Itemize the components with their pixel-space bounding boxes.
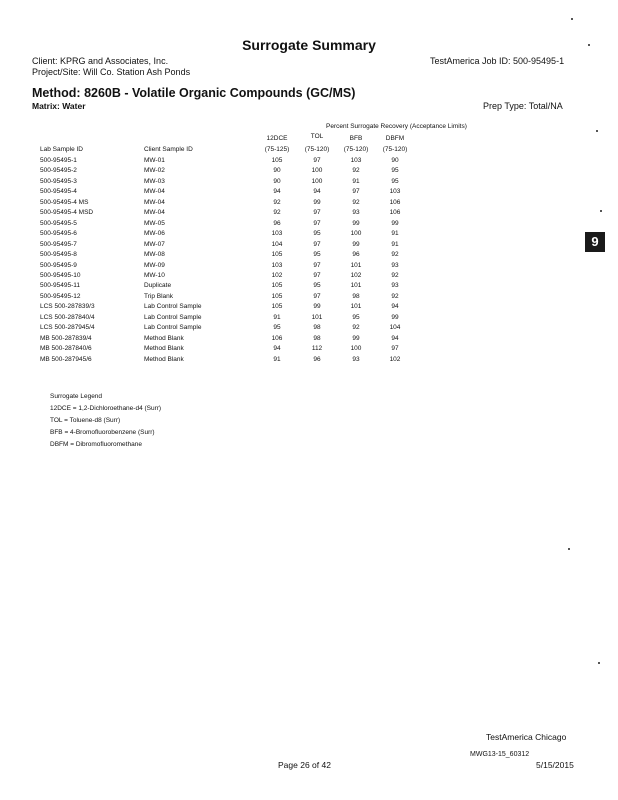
cell-bfb: 100 [350,345,362,353]
scan-speck [600,210,602,212]
cell-bfb: 99 [352,219,360,227]
scan-speck [598,662,600,664]
cell-dbfm: 92 [391,292,399,300]
job-id: TestAmerica Job ID: 500-95495-1 [430,56,565,66]
cell-dbfm: 106 [389,209,401,217]
cell-12dce: 105 [271,251,283,259]
cell-lab-sample-id: 500-95495-4 MSD [40,209,94,217]
cell-12dce: 91 [273,313,281,321]
cell-12dce: 105 [271,157,283,164]
cell-lab-sample-id: LCS 500-287839/3 [40,303,95,311]
cell-client-sample-id: Method Blank [144,334,184,342]
cell-lab-sample-id: 500-95495-8 [40,251,77,259]
cell-client-sample-id: MW-09 [144,261,165,269]
cell-12dce: 95 [273,324,281,332]
cell-client-sample-id: MW-04 [144,188,165,196]
cell-dbfm: 91 [391,240,399,248]
cell-bfb: 92 [352,324,360,332]
cell-tol: 95 [313,282,321,290]
cell-lab-sample-id: 500-95495-9 [40,261,77,269]
cell-tol: 100 [311,177,323,185]
column-header-lab-id: Lab Sample ID [40,146,83,153]
cell-bfb: 95 [352,313,360,321]
legend-item: TOL = Toluene-d8 (Surr) [50,417,121,424]
limits-dbfm: (75-120) [382,146,408,153]
cell-client-sample-id: MW-03 [144,177,165,185]
cell-client-sample-id: Method Blank [144,345,184,353]
cell-bfb: 101 [350,261,362,269]
cell-lab-sample-id: 500-95495-4 [40,188,77,196]
cell-12dce: 106 [271,334,283,342]
cell-dbfm: 92 [391,271,399,279]
cell-lab-sample-id: 500-95495-3 [40,177,77,185]
cell-12dce: 96 [273,219,281,227]
cell-12dce: 90 [273,177,281,185]
footer-doc-code: MWG13-15_60312 [470,751,530,758]
cell-bfb: 92 [352,198,360,206]
cell-bfb: 99 [352,334,360,342]
cell-client-sample-id: MW-02 [144,167,165,175]
limits-12dce: (75-125) [264,146,290,153]
cell-client-sample-id: Lab Control Sample [144,313,202,321]
cell-tol: 97 [313,209,321,217]
legend-item: 12DCE = 1,2-Dichloroethane-d4 (Surr) [50,405,162,412]
cell-lab-sample-id: 500-95495-6 [40,230,77,238]
cell-client-sample-id: Lab Control Sample [144,303,202,311]
footer-date: 5/15/2015 [536,760,574,770]
cell-dbfm: 95 [391,167,399,175]
cell-tol: 97 [313,292,321,300]
cell-tol: 112 [311,345,323,353]
cell-tol: 99 [313,303,321,311]
cell-tol: 101 [311,313,323,321]
cell-lab-sample-id: 500-95495-2 [40,167,77,175]
footer-page-number: Page 26 of 42 [278,760,331,770]
cell-12dce: 105 [271,282,283,290]
cell-client-sample-id: Method Blank [144,355,184,363]
legend-item: DBFM = Dibromofluoromethane [50,441,142,448]
scan-speck [588,44,590,46]
cell-client-sample-id: MW-04 [144,198,165,206]
cell-client-sample-id: MW-06 [144,230,165,238]
cell-dbfm: 106 [389,198,401,206]
cell-lab-sample-id: 500-95495-12 [40,292,81,300]
cell-bfb: 103 [350,157,362,164]
cell-client-sample-id: MW-10 [144,271,165,279]
scan-speck [571,18,573,20]
cell-lab-sample-id: 500-95495-10 [40,271,81,279]
cell-bfb: 101 [350,282,362,290]
project-site: Project/Site: Will Co. Station Ash Ponds [32,67,191,77]
cell-tol: 97 [313,261,321,269]
cell-bfb: 96 [352,251,360,259]
cell-lab-sample-id: LCS 500-287840/4 [40,313,95,321]
legend-title: Surrogate Legend [50,393,103,400]
cell-dbfm: 94 [391,303,399,311]
cell-tol: 97 [313,157,321,164]
cell-dbfm: 97 [391,345,399,353]
cell-12dce: 92 [273,209,281,217]
cell-dbfm: 102 [389,355,401,363]
cell-tol: 98 [313,334,321,342]
page-title: Surrogate Summary [242,37,376,53]
cell-tol: 95 [313,251,321,259]
cell-12dce: 90 [273,167,281,175]
scan-speck [568,548,570,550]
cell-dbfm: 90 [391,157,399,164]
cell-12dce: 105 [271,303,283,311]
client-name: Client: KPRG and Associates, Inc. [32,56,169,66]
cell-12dce: 92 [273,198,281,206]
cell-lab-sample-id: 500-95495-4 MS [40,198,89,206]
cell-bfb: 93 [352,355,360,363]
cell-lab-sample-id: MB 500-287839/4 [40,334,92,342]
column-header-12dce: 12DCE [266,135,288,142]
cell-dbfm: 91 [391,230,399,238]
cell-tol: 99 [313,198,321,206]
cell-12dce: 105 [271,292,283,300]
cell-bfb: 102 [350,271,362,279]
cell-client-sample-id: Duplicate [144,282,172,290]
cell-bfb: 101 [350,303,362,311]
cell-client-sample-id: Lab Control Sample [144,324,202,332]
column-header-client-id: Client Sample ID [144,146,193,153]
column-header-tol: TOL [310,133,324,140]
cell-lab-sample-id: 500-95495-5 [40,219,77,227]
cell-dbfm: 99 [391,219,399,227]
cell-12dce: 94 [273,188,281,196]
cell-tol: 97 [313,271,321,279]
prep-type-label: Prep Type: Total/NA [483,101,563,111]
cell-dbfm: 103 [389,188,401,196]
cell-lab-sample-id: MB 500-287945/6 [40,355,92,363]
cell-client-sample-id: MW-08 [144,251,165,259]
scan-speck [596,130,598,132]
cell-client-sample-id: Trip Blank [144,292,174,300]
cell-tol: 96 [313,355,321,363]
cell-12dce: 104 [271,240,283,248]
cell-bfb: 100 [350,230,362,238]
section-tab-badge: 9 [585,232,605,252]
method-heading: Method: 8260B - Volatile Organic Compounds (GC/MS) [32,86,356,100]
cell-bfb: 99 [352,240,360,248]
cell-client-sample-id: MW-01 [144,157,165,164]
cell-tol: 97 [313,219,321,227]
cell-dbfm: 95 [391,177,399,185]
cell-tol: 95 [313,230,321,238]
limits-tol: (75-120) [304,146,330,153]
column-header-dbfm: DBFM [385,135,405,142]
cell-dbfm: 104 [389,324,401,332]
cell-bfb: 97 [352,188,360,196]
cell-lab-sample-id: LCS 500-287945/4 [40,324,95,332]
cell-dbfm: 99 [391,313,399,321]
cell-12dce: 94 [273,345,281,353]
cell-bfb: 91 [352,177,360,185]
cell-tol: 100 [311,167,323,175]
cell-dbfm: 93 [391,282,399,290]
footer-lab-name: TestAmerica Chicago [486,732,567,742]
cell-client-sample-id: MW-07 [144,240,165,248]
cell-client-sample-id: MW-04 [144,209,165,217]
cell-dbfm: 92 [391,251,399,259]
cell-12dce: 91 [273,355,281,363]
cell-dbfm: 93 [391,261,399,269]
cell-lab-sample-id: 500-95495-11 [40,282,80,290]
cell-lab-sample-id: 500-95495-7 [40,240,77,248]
cell-12dce: 103 [271,261,283,269]
matrix-label: Matrix: Water [32,101,86,111]
cell-bfb: 93 [352,209,360,217]
cell-lab-sample-id: 500-95495-1 [40,157,77,164]
cell-12dce: 102 [271,271,283,279]
cell-tol: 94 [313,188,321,196]
cell-bfb: 98 [352,292,360,300]
cell-tol: 97 [313,240,321,248]
cell-12dce: 103 [271,230,283,238]
cell-tol: 98 [313,324,321,332]
legend-item: BFB = 4-Bromofluorobenzene (Surr) [50,429,155,436]
cell-client-sample-id: MW-05 [144,219,165,227]
cell-lab-sample-id: MB 500-287840/6 [40,345,92,353]
cell-bfb: 92 [352,167,360,175]
cell-dbfm: 94 [391,334,399,342]
percent-recovery-header: Percent Surrogate Recovery (Acceptance Limits) [326,123,467,130]
limits-bfb: (75-120) [343,146,369,153]
column-header-bfb: BFB [349,135,363,142]
